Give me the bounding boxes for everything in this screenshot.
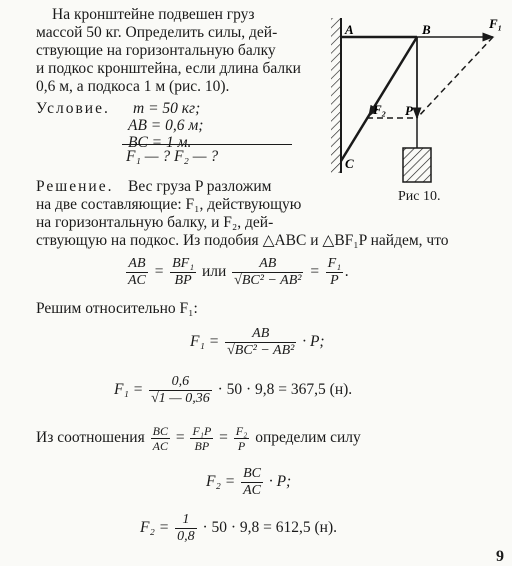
condition-ab: AB = 0,6 м; [128, 117, 204, 134]
fraction-bc-ac: $\frac{BC}{AC}$ [152, 424, 168, 453]
dashed-f1-p [417, 37, 493, 118]
fraction-f2-p: $\frac{\text{F₂}}{P}$ [235, 424, 248, 453]
fraction-f1p-bp: $\frac{\text{F₁P}}{BP}$ [192, 424, 212, 453]
problem-line-4: и подкос кронштейна, если длина балки [36, 60, 301, 77]
problem-line-5: 0,6 м, а подкоса 1 м (рис. 10). [36, 78, 230, 95]
condition-label: Условие. [36, 100, 110, 117]
equation-1: $\frac{AB}{AC}$ = $\frac{\text{BF₁}}{BP}$ или $\frac{AB}{\text{√BC² − AB²}}$ = $\frac{\text{F₁}}{P}$ . [128, 256, 349, 288]
figure-bracket-diagram [325, 8, 510, 208]
ratio-line: Из соотношения $\frac{BC}{AC}$ = $\frac{\text{F₁P}}{BP}$ = $\frac{\text{F₂}}{P}$ определим силу [36, 424, 361, 453]
condition-divider [122, 144, 292, 145]
solution-line-4: ствующую на подкос. Из подобия △ABC и △BF₁P найдем, что [36, 232, 449, 249]
label-p: P [405, 103, 413, 118]
label-b: B [422, 22, 431, 37]
problem-line-3: ствующие на горизонтальную балку [36, 42, 276, 59]
page-number: 9 [496, 548, 504, 565]
fraction-f1-p: $\frac{\text{F₁}}{P}$ [327, 256, 342, 288]
fraction-bc-ac-2: $\frac{BC}{AC}$ [243, 466, 261, 498]
wall-hatching [331, 18, 341, 173]
condition-unknowns: F₁ — ? F₂ — ? [126, 148, 219, 165]
fraction-ab-sqrt: $\frac{AB}{\text{√BC² − AB²}}$ [234, 256, 302, 288]
solution-line-1: Вес груза P разложим [128, 178, 272, 195]
solution-line-2: на две составляющие: F₁, действующую [36, 196, 302, 213]
label-a: A [345, 22, 354, 37]
load-weight [403, 148, 431, 182]
figure-caption: Рис 10. [398, 189, 441, 204]
label-f2: F₂ [373, 102, 387, 117]
fraction-ab-ac: $\frac{AB}{AC}$ [128, 256, 146, 288]
fraction-bf1-bp: $\frac{\text{BF₁}}{BP}$ [172, 256, 195, 288]
problem-line-1: На кронштейне подвешен груз [52, 6, 255, 23]
equation-5: F₂ = $\frac{1}{0,8}$ · 50 · 9,8 = 612,5 (н). [140, 512, 338, 544]
solve-text: Решим относительно F₁: [36, 300, 198, 317]
equation-4: F₂ = $\frac{BC}{AC}$ · P; [206, 466, 292, 498]
fraction-06-sqrt: $\frac{0,6}{√1 — 0,36}$ [151, 374, 210, 406]
condition-bc: BC = 1 м. [128, 134, 192, 151]
solution-line-3: на горизонтальную балку, и F₂, дей- [36, 214, 274, 231]
label-f1: F₁ [489, 16, 503, 31]
equation-2: F₁ = $\frac{AB}{\text{√BC² − AB²}}$ · P; [190, 326, 325, 358]
problem-line-2: массой 50 кг. Определить силы, дей- [36, 24, 278, 41]
equation-3: F₁ = $\frac{0,6}{√1 — 0,36}$ · 50 · 9,8 = 367,5 (н). [114, 374, 353, 406]
fraction-1-08: $\frac{1}{0,8}$ [177, 512, 195, 544]
fraction-ab-sqrt-2: $\frac{AB}{\text{√BC² − AB²}}$ [227, 326, 295, 358]
condition-mass: m = 50 кг; [133, 100, 201, 117]
label-c: C [345, 156, 354, 171]
solution-label: Решение. [36, 178, 114, 195]
